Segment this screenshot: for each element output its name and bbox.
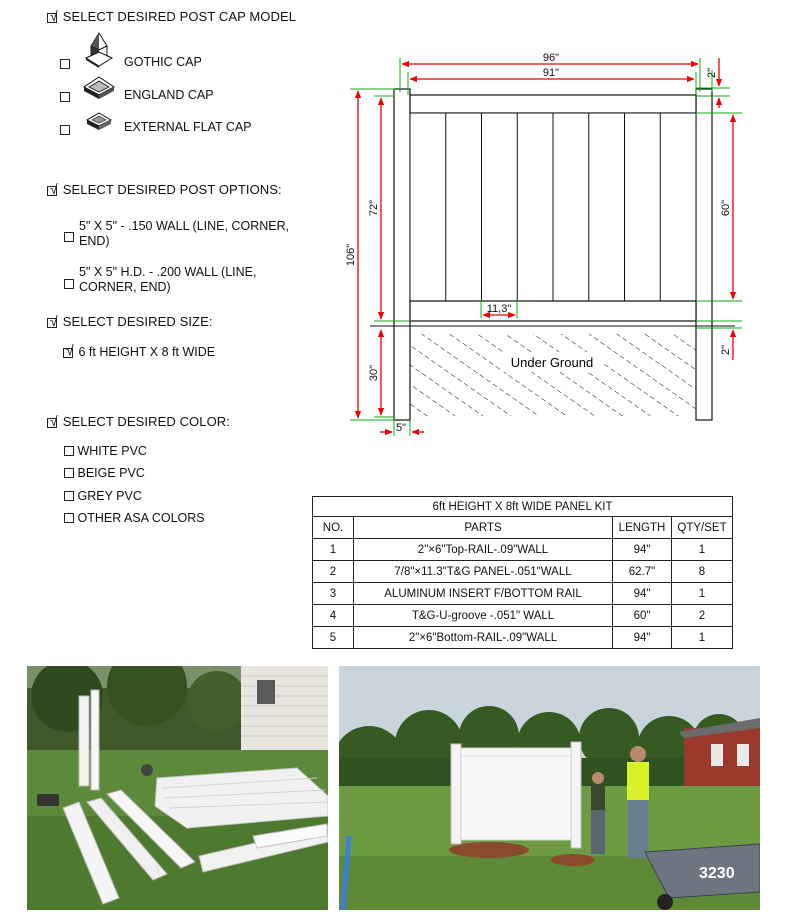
cell-no: 2	[313, 561, 354, 583]
post-option-1-checkbox[interactable]	[64, 228, 74, 246]
post-option-2-checkbox[interactable]	[64, 275, 74, 293]
table-row	[313, 583, 733, 605]
cell-qty: 8	[672, 561, 733, 583]
dim-113-label: 11,3"	[486, 303, 512, 315]
cell-qty: 1	[672, 627, 733, 649]
cell-length: 62.7"	[613, 561, 672, 583]
post-options-title-text: SELECT DESIRED POST OPTIONS:	[62, 182, 282, 197]
header-qty: QTY/SET	[672, 517, 733, 539]
gothic-cap-icon	[83, 32, 115, 68]
post-option-2-line2: CORNER, END)	[79, 280, 171, 294]
underground-hatch	[410, 334, 696, 416]
flat-cap-checkbox[interactable]	[60, 121, 70, 139]
dim-2-bottom-label: 2"	[720, 344, 732, 356]
table-row	[313, 627, 733, 649]
cell-length: 94"	[613, 627, 672, 649]
post-cap-title-text: SELECT DESIRED POST CAP MODEL	[62, 9, 297, 24]
table-header-row	[313, 517, 733, 539]
table-row	[313, 539, 733, 561]
color-option-label: WHITE PVC	[77, 444, 147, 458]
color-title-text: SELECT DESIRED COLOR:	[62, 414, 231, 429]
dim-72-label: 72"	[368, 199, 380, 217]
cell-no: 3	[313, 583, 354, 605]
england-cap-label: ENGLAND CAP	[124, 88, 214, 102]
wheelbarrow-text: 3230	[699, 865, 735, 882]
left-post	[394, 89, 410, 420]
photo-installed-panel	[339, 666, 760, 910]
post-option-1-line2: END)	[79, 234, 110, 248]
color-option-label: GREY PVC	[77, 489, 142, 503]
header-length: LENGTH	[613, 517, 672, 539]
flat-cap-icon	[85, 111, 113, 133]
cell-no: 5	[313, 627, 354, 649]
cell-no: 4	[313, 605, 354, 627]
cell-length: 94"	[613, 583, 672, 605]
post-option-2-line1: 5" X 5" H.D. - .200 WALL (LINE,	[79, 265, 257, 279]
panel-kit-table	[312, 496, 733, 649]
color-option-label: OTHER ASA COLORS	[77, 511, 205, 525]
section-checkbox[interactable]: √	[47, 184, 59, 196]
header-parts: PARTS	[354, 517, 613, 539]
cell-part: ALUMINUM INSERT F/BOTTOM RAIL	[354, 583, 613, 605]
gothic-cap-checkbox[interactable]	[60, 55, 70, 73]
cell-qty: 1	[672, 583, 733, 605]
header-no: NO.	[313, 517, 354, 539]
cell-part: 7/8"×11.3"T&G PANEL-.051"WALL	[354, 561, 613, 583]
fence-diagram	[330, 45, 750, 445]
cell-qty: 2	[672, 605, 733, 627]
gothic-cap-label: GOTHIC CAP	[124, 55, 202, 69]
panel-boards	[410, 113, 696, 301]
post-option-2-label	[79, 265, 299, 295]
bottom-rail	[410, 301, 696, 321]
section-checkbox[interactable]: √	[47, 11, 59, 23]
cell-qty: 1	[672, 539, 733, 561]
size-option-checkbox[interactable]: √	[63, 346, 75, 358]
table-row	[313, 561, 733, 583]
photo-parts-on-lawn	[27, 666, 328, 910]
dim-91-label: 91"	[542, 67, 560, 79]
post-option-1-line1: 5" X 5" - .150 WALL (LINE, CORNER,	[79, 219, 290, 233]
top-rail	[410, 95, 696, 113]
dim-2-top-label: 2"	[706, 67, 718, 79]
table-title: 6ft HEIGHT X 8ft WIDE PANEL KIT	[313, 497, 733, 517]
color-section-title	[47, 414, 230, 429]
right-post	[696, 89, 712, 420]
dim-106-label: 106"	[345, 243, 357, 267]
section-checkbox[interactable]: √	[47, 416, 59, 428]
color-option-beige[interactable]	[64, 466, 145, 481]
color-option-label: BEIGE PVC	[77, 466, 145, 480]
england-cap-checkbox[interactable]	[60, 88, 70, 106]
size-section-title	[47, 314, 213, 329]
size-title-text: SELECT DESIRED SIZE:	[62, 314, 213, 329]
color-option-white[interactable]	[64, 444, 147, 459]
cell-length: 60"	[613, 605, 672, 627]
flat-cap-label: EXTERNAL FLAT CAP	[124, 120, 252, 134]
table-row	[313, 605, 733, 627]
dim-5-label: 5"	[395, 422, 407, 434]
cell-length: 94"	[613, 539, 672, 561]
cell-part: 2"×6"Bottom-RAIL-.09"WALL	[354, 627, 613, 649]
post-options-section-title	[47, 182, 282, 197]
cell-part: 2"×6"Top-RAIL-.09"WALL	[354, 539, 613, 561]
size-option[interactable]	[63, 342, 216, 360]
dim-30-label: 30"	[368, 364, 380, 382]
cell-no: 1	[313, 539, 354, 561]
post-option-1-label	[79, 219, 299, 249]
size-option-label: 6 ft HEIGHT X 8 ft WIDE	[78, 345, 216, 359]
color-option-other[interactable]	[64, 511, 205, 526]
post-cap-section-title	[47, 9, 296, 24]
section-checkbox[interactable]: √	[47, 316, 59, 328]
dim-96-label: 96"	[542, 52, 560, 64]
underground-label: Under Ground	[510, 355, 594, 370]
dim-60-label: 60"	[720, 199, 732, 217]
color-option-grey[interactable]	[64, 489, 142, 504]
cell-part: T&G-U-groove -.051" WALL	[354, 605, 613, 627]
england-cap-icon	[81, 75, 117, 101]
